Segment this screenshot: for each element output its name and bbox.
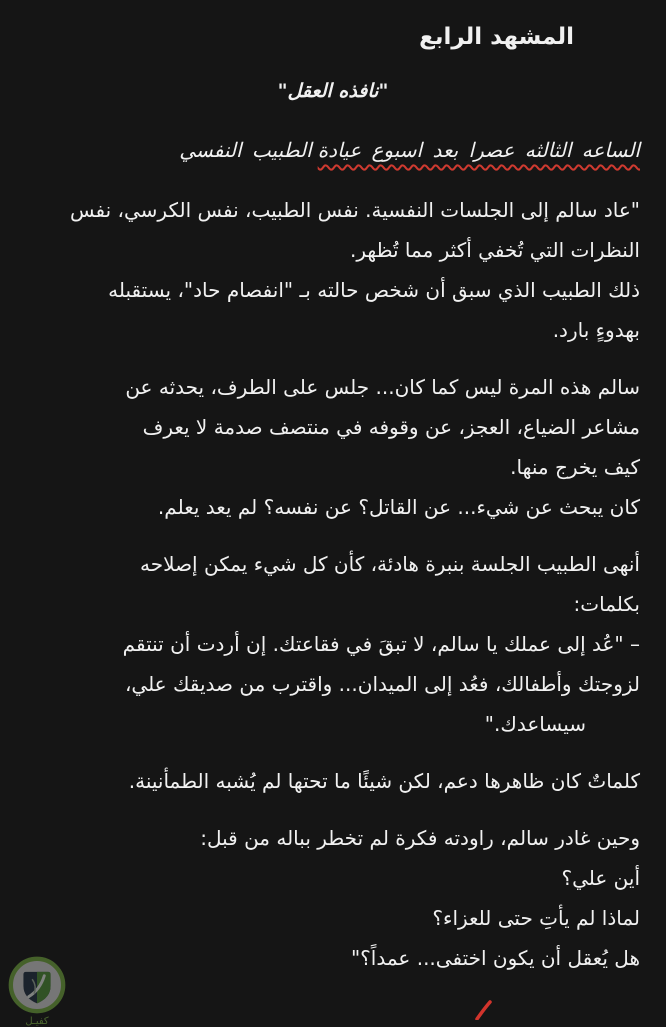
watermark-label: كفيـل bbox=[25, 1016, 49, 1027]
text-line: وحين غادر سالم، راودته فكرة لم تخطر بباله من قبل: bbox=[200, 826, 640, 850]
text-line: مشاعر الضياع، العجز، عن وقوفه في منتصف صدمة لا يعرف bbox=[142, 415, 640, 439]
text-line: لزوجتك وأطفالك، فعُد إلى الميدان... واقترب من صديقك علي، bbox=[124, 672, 640, 696]
text-line: ذلك الطبيب الذي سبق أن شخص حالته بـ "انفصام حاد"، يستقبله bbox=[108, 278, 640, 302]
text-line: أين علي؟ bbox=[561, 866, 640, 890]
paragraph bbox=[0, 544, 666, 744]
paragraph bbox=[0, 190, 666, 350]
text-line: بهدوءٍ بارد. bbox=[552, 318, 640, 342]
text-line: "عاد سالم إلى الجلسات النفسية. نفس الطبيب، نفس الكرسي، نفس bbox=[69, 198, 640, 222]
timeline-normal-text: الطبيب النفسي bbox=[179, 138, 312, 162]
text-line: سالم هذه المرة ليس كما كان... جلس على الطرف، يحدثه عن bbox=[125, 375, 640, 399]
text-line: هل يُعقل أن يكون اختفى... عمداً؟" bbox=[350, 946, 640, 970]
paragraph bbox=[0, 367, 666, 527]
text-line: أنهى الطبيب الجلسة بنبرة هادئة، كأن كل شيء يمكن إصلاحه bbox=[140, 552, 640, 576]
text-line: النظرات التي تُخفي أكثر مما تُظهر. bbox=[349, 238, 640, 262]
text-line: كلماتٌ كان ظاهرها دعم، لكن شيئًا ما تحتها لم يُشبه الطمأنينة. bbox=[128, 769, 640, 793]
text-line: كان يبحث عن شيء... عن القاتل؟ عن نفسه؟ لم يعد يعلم. bbox=[157, 495, 640, 519]
paragraph bbox=[0, 818, 666, 978]
text-line: – "عُد إلى عملك يا سالم، لا تبقَ في فقاعتك. إن أردت أن تنتقم bbox=[122, 632, 640, 656]
text-line: لماذا لم يأتِ حتى للعزاء؟ bbox=[432, 906, 640, 930]
timeline-misspelled-text: الساعه الثالثه عصرا بعد اسبوع عيادة bbox=[317, 138, 640, 162]
paragraphs bbox=[0, 190, 666, 978]
scene-timeline bbox=[0, 132, 666, 168]
story-page bbox=[0, 20, 666, 1027]
scene-subtitle: "نافذه العقل" bbox=[277, 80, 389, 102]
red-pen-stroke bbox=[470, 1000, 496, 1020]
text-line: كيف يخرج منها. bbox=[510, 455, 640, 479]
text-line: سيساعدك." bbox=[484, 712, 586, 736]
paragraph bbox=[0, 761, 666, 801]
text-line: بكلمات: bbox=[573, 592, 640, 616]
scene-title: المشهد الرابع bbox=[419, 24, 574, 50]
